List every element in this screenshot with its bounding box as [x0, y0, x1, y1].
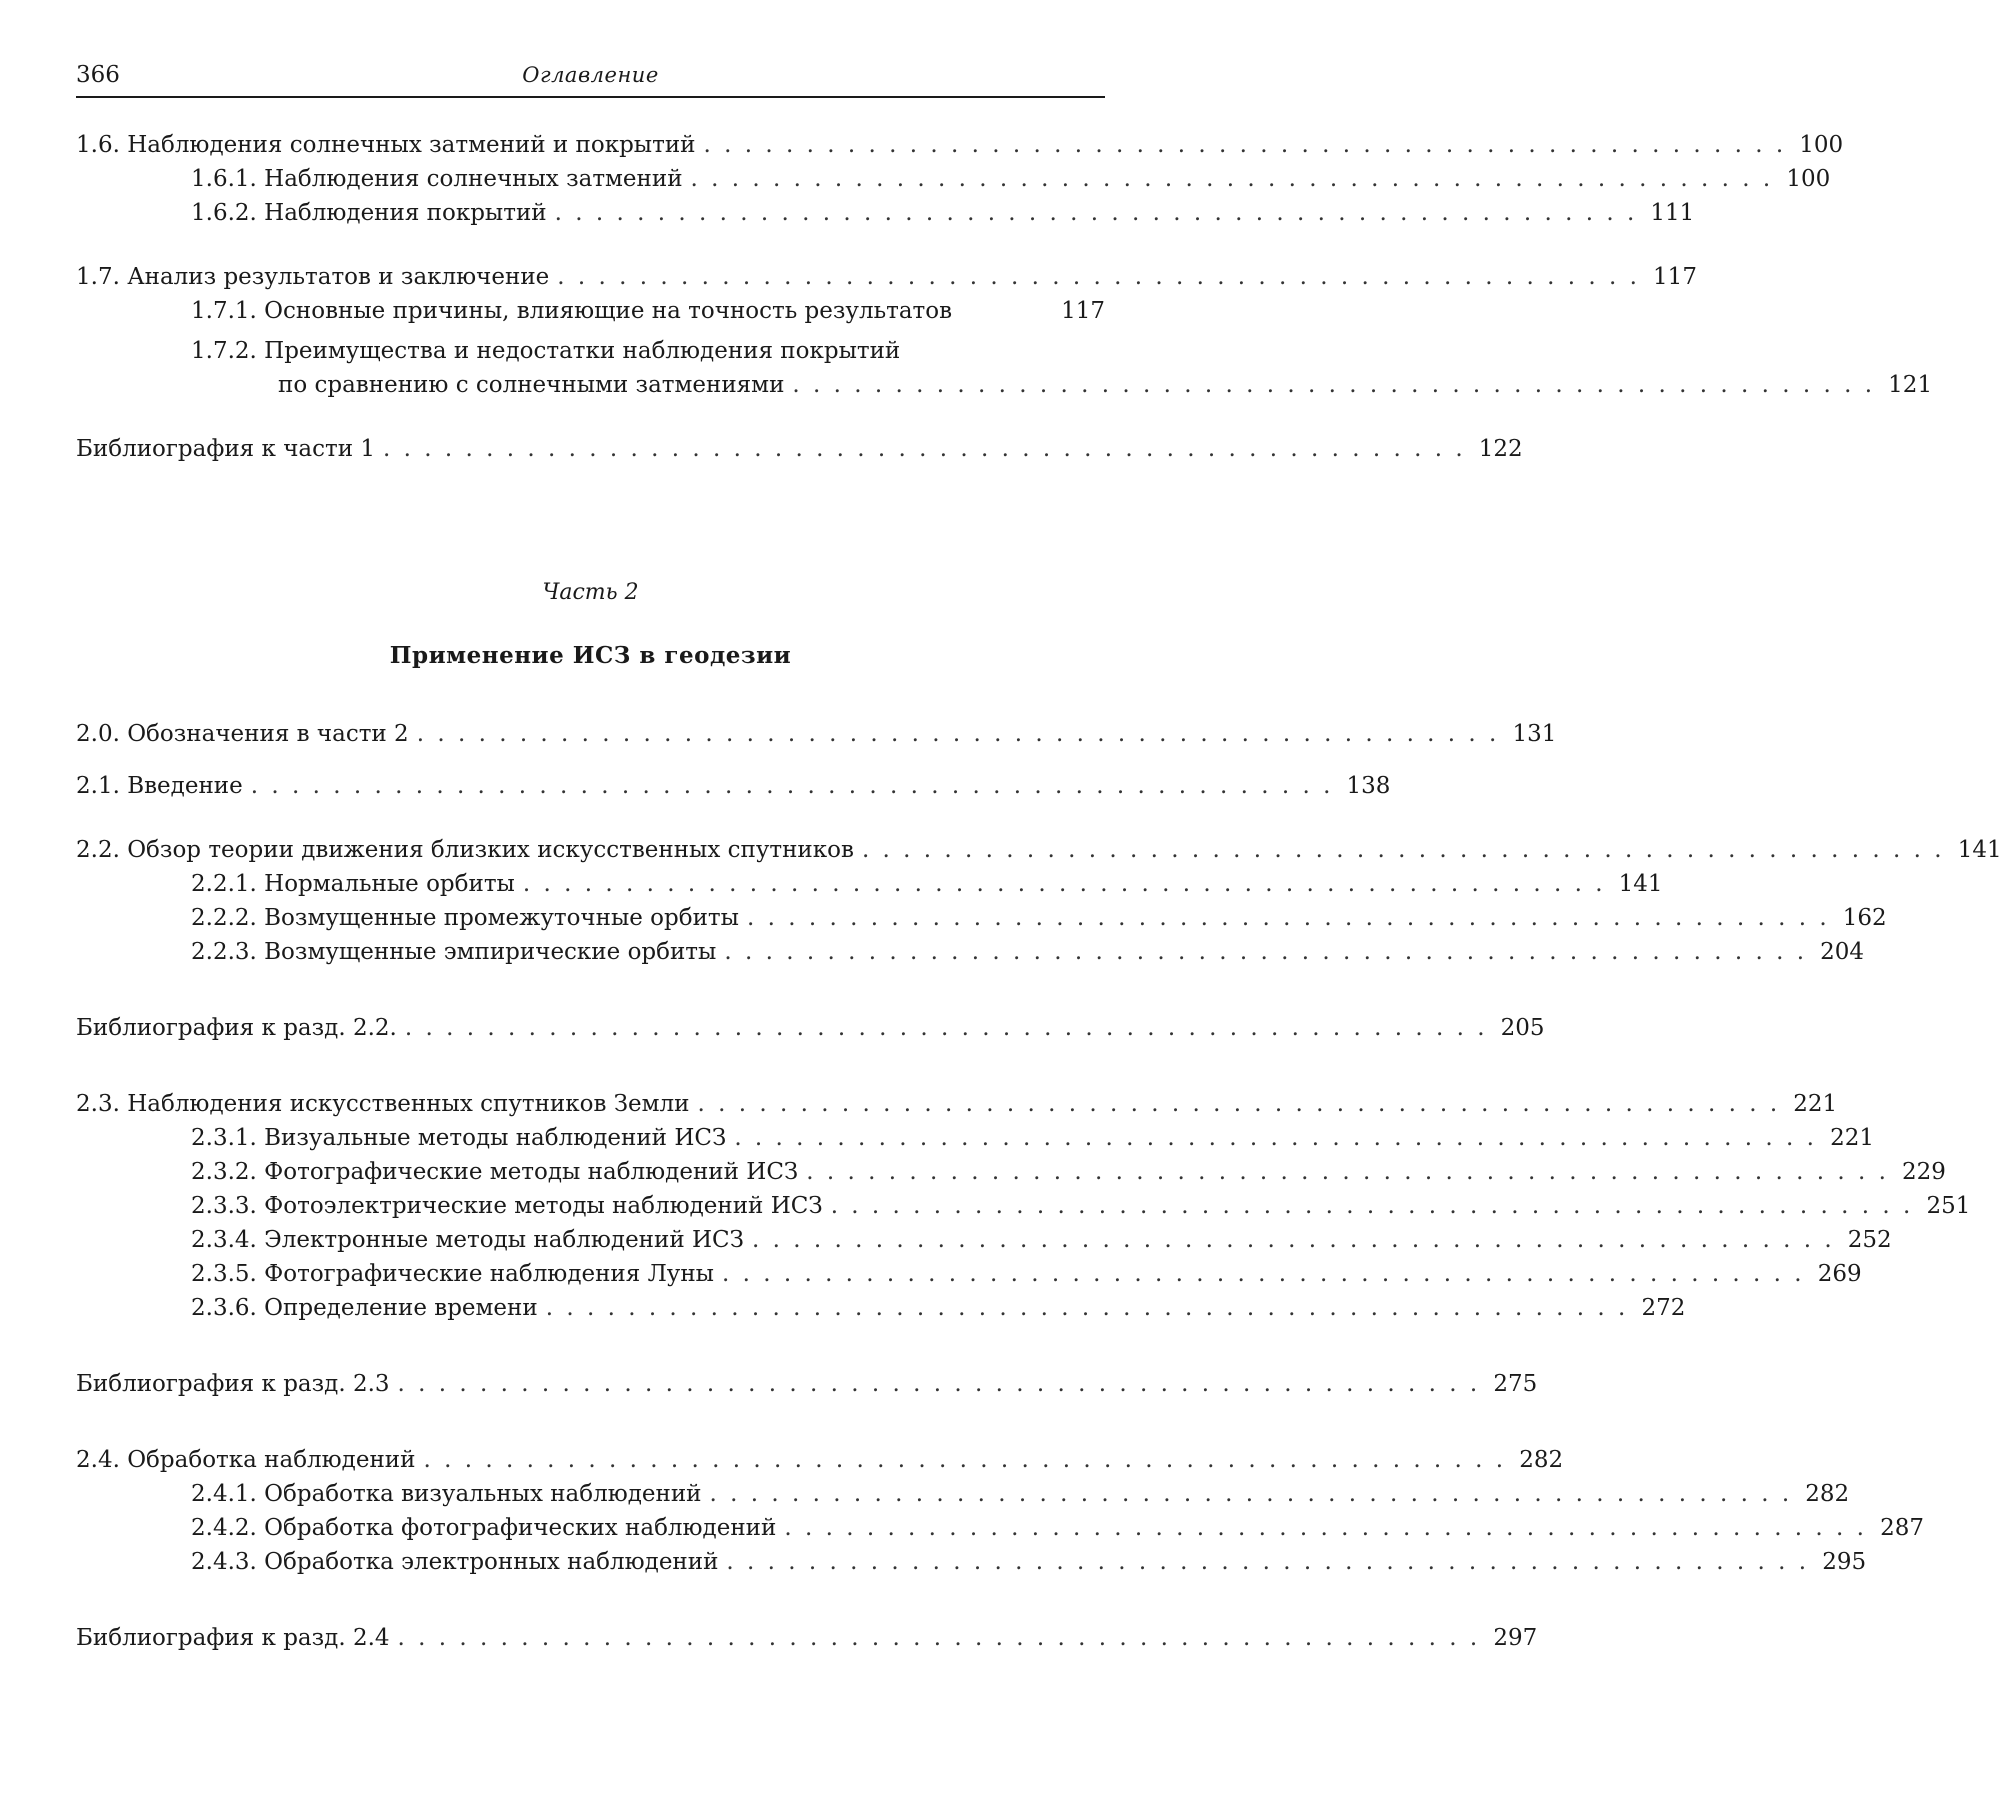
toc-leader-dots: [718, 1549, 1814, 1575]
toc-entry-bibliography: [76, 1371, 1538, 1405]
toc-entry-text: 2.0. Обозначения в части 2: [76, 721, 409, 747]
toc-leader-dots: [515, 871, 1611, 897]
toc-entry-text: 2.3.5. Фотографические наблюдения Луны: [191, 1261, 714, 1287]
toc-entry: [76, 1261, 1862, 1295]
toc-leader-dots: [716, 939, 1812, 965]
toc-entry-text: Библиография к разд. 2.3: [76, 1371, 390, 1397]
toc-entry-text: 2.3.6. Определение времени: [191, 1295, 538, 1321]
toc-entry-text: 2.4.2. Обработка фотографических наблюдений: [191, 1515, 777, 1541]
toc-entry-text: Библиография к разд. 2.2.: [76, 1015, 397, 1041]
part-label: Часть 2: [542, 580, 639, 605]
toc-entry: [76, 1193, 1971, 1227]
toc-entry-text: 2.2. Обзор теории движения близких искусственных спутников: [76, 837, 854, 863]
toc-entry-text: 2.4. Обработка наблюдений: [76, 1447, 416, 1473]
toc-leader-dots: [375, 436, 1471, 462]
toc-page-number: 100: [1799, 132, 1844, 158]
toc-entry-text: 2.2.3. Возмущенные эмпирические орбиты: [191, 939, 717, 965]
running-title: Оглавление: [522, 63, 659, 87]
toc-page-number: 100: [1786, 166, 1831, 192]
toc-entry: [76, 1515, 1924, 1549]
toc-entry: [76, 1125, 1874, 1159]
spacer: [76, 1049, 1105, 1091]
toc-entry-text: 2.3.3. Фотоэлектрические методы наблюдений ИСЗ: [191, 1193, 823, 1219]
toc-entry-bibliography: [76, 1015, 1545, 1049]
toc-entry: [76, 1295, 1686, 1329]
running-head: [76, 62, 1105, 98]
toc-entry: [76, 1159, 1946, 1193]
toc-leader-dots: [690, 1091, 1786, 1117]
toc-leader-dots: [726, 1125, 1822, 1151]
toc-page-number: 138: [1346, 773, 1391, 799]
toc-entry: [76, 939, 1865, 973]
toc-entry-text: 2.4.3. Обработка электронных наблюдений: [191, 1549, 719, 1575]
toc-entry: [76, 1091, 1838, 1125]
toc-leader-dots: [390, 1371, 1486, 1397]
toc-leader-dots: [549, 264, 1645, 290]
toc-leader-dots: [243, 773, 1339, 799]
toc-page-number: 141: [1618, 871, 1663, 897]
toc-entry: [76, 166, 1831, 200]
toc-page-number: 272: [1641, 1295, 1686, 1321]
spacer: [76, 406, 1105, 436]
spacer: [76, 1583, 1105, 1625]
toc-page-number: 117: [1653, 264, 1697, 290]
toc-entry-text: по сравнению с солнечными затмениями: [278, 372, 785, 398]
toc-leader-dots: [415, 1447, 1511, 1473]
toc-leader-dots: [696, 132, 1792, 158]
toc-entry-text: 2.3.4. Электронные методы наблюдений ИСЗ: [191, 1227, 744, 1253]
toc-page-number: 287: [1880, 1515, 1924, 1541]
toc-entry: [76, 338, 1105, 372]
toc-entry-bibliography: [76, 436, 1523, 470]
toc-leader-dots: [409, 721, 1505, 747]
toc-entry: [76, 132, 1844, 166]
toc-entry-text: 1.6.1. Наблюдения солнечных затмений: [191, 166, 683, 192]
toc-entry: [76, 1447, 1564, 1481]
toc-leader-dots: [798, 1159, 1894, 1185]
toc-entry: [76, 905, 1887, 939]
spacer: [76, 234, 1105, 264]
toc-entry: [76, 298, 1105, 332]
toc-entry: [76, 871, 1663, 905]
toc-entry-text: 2.3. Наблюдения искусственных спутников Земли: [76, 1091, 690, 1117]
toc-entry-text: 2.3.2. Фотографические методы наблюдений ИСЗ: [191, 1159, 799, 1185]
toc-entry-text: 1.7.1. Основные причины, влияющие на точность результатов: [191, 298, 953, 324]
toc-page-number: 131: [1512, 721, 1557, 747]
toc-entry: [76, 1481, 1850, 1515]
toc-entry-text: Библиография к разд. 2.4: [76, 1625, 390, 1651]
toc-entry: [76, 721, 1557, 755]
toc-leader-dots: [702, 1481, 1798, 1507]
toc-entry-continuation: [76, 372, 1933, 406]
toc-leader-dots: [823, 1193, 1919, 1219]
toc-entry-text: 1.7. Анализ результатов и заключение: [76, 264, 550, 290]
toc-leader-dots: [854, 837, 1950, 863]
toc-entry-text: 1.6. Наблюдения солнечных затмений и покрытий: [76, 132, 696, 158]
toc-part-1: [76, 132, 1933, 470]
toc-leader-dots: [744, 1227, 1840, 1253]
toc-entry-bibliography: [76, 1625, 1538, 1659]
spacer: [76, 973, 1105, 1015]
toc-entry: [76, 837, 2002, 871]
toc-page-number: 141: [1957, 837, 2002, 863]
toc-page-number: 251: [1926, 1193, 1971, 1219]
toc-part-2: [76, 721, 2002, 1659]
toc-page-number: 297: [1493, 1625, 1538, 1651]
spacer: [76, 1329, 1105, 1371]
toc-page-number: 295: [1822, 1549, 1867, 1575]
spacer: [76, 807, 1105, 837]
toc-entry-text: 2.3.1. Визуальные методы наблюдений ИСЗ: [191, 1125, 727, 1151]
toc-entry-text: Библиография к части 1: [76, 436, 375, 462]
part-heading: [76, 580, 1105, 669]
part-title: Применение ИСЗ в геодезии: [389, 642, 792, 669]
toc-page-number: 111: [1650, 200, 1695, 226]
toc-leader-dots: [776, 1515, 1872, 1541]
toc-page-number: 121: [1888, 372, 1933, 398]
toc-entry-text: 2.2.1. Нормальные орбиты: [191, 871, 515, 897]
toc-page-number: 122: [1478, 436, 1523, 462]
toc-entry-text: 2.4.1. Обработка визуальных наблюдений: [191, 1481, 702, 1507]
toc-entry: [76, 773, 1391, 807]
toc-page-number: 205: [1500, 1015, 1545, 1041]
page-number: 366: [76, 62, 120, 88]
toc-leader-dots: [390, 1625, 1486, 1651]
toc-leader-dots: [784, 372, 1880, 398]
toc-leader-dots: [397, 1015, 1493, 1041]
toc-entry-text: 2.1. Введение: [76, 773, 243, 799]
toc-entry-text: 1.7.2. Преимущества и недостатки наблюдения покрытий: [191, 338, 901, 364]
toc-page-number: 221: [1793, 1091, 1838, 1117]
toc-page-number: 252: [1847, 1227, 1892, 1253]
toc-page-number: 204: [1820, 939, 1865, 965]
toc-page-number: 221: [1830, 1125, 1874, 1151]
toc-page-number: 282: [1519, 1447, 1564, 1473]
spacer: [76, 755, 1105, 773]
toc-page-number: 117: [1061, 298, 1105, 324]
toc-leader-dots: [739, 905, 1835, 931]
spacer: [76, 1405, 1105, 1447]
toc-page-number: 269: [1817, 1261, 1862, 1287]
toc-leader-dots: [538, 1295, 1634, 1321]
toc-page-number: 229: [1902, 1159, 1946, 1185]
toc-entry: [76, 264, 1697, 298]
toc-leader-dots: [714, 1261, 1810, 1287]
toc-leader-dots: [683, 166, 1779, 192]
toc-entry-text: 1.6.2. Наблюдения покрытий: [191, 200, 547, 226]
toc-page-number: 282: [1805, 1481, 1850, 1507]
toc-entry: [76, 1227, 1892, 1261]
toc-entry: [76, 1549, 1867, 1583]
toc-entry-text: 2.2.2. Возмущенные промежуточные орбиты: [191, 905, 739, 931]
toc-page-number: 275: [1493, 1371, 1538, 1397]
toc-page-number: 162: [1842, 905, 1887, 931]
toc-entry: [76, 200, 1695, 234]
toc-leader-dots: [547, 200, 1643, 226]
